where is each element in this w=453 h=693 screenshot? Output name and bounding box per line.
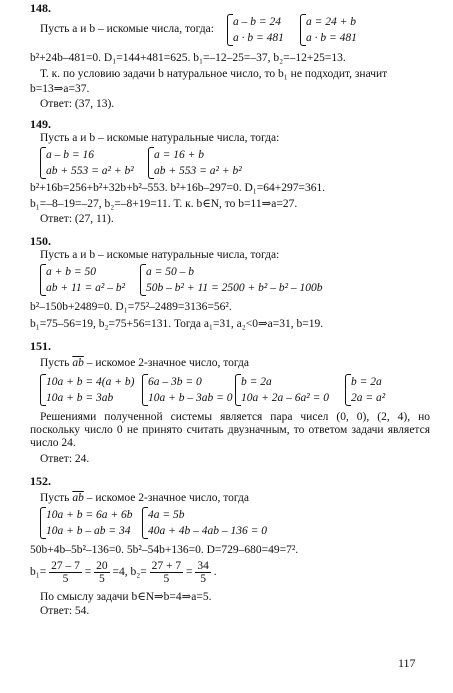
solution-line: b²–150b+2489=0. D₁=75²–2489=3136=56². (30, 301, 232, 313)
solution-line: b₁=75–56=19, b₂=75+56=131. Тогда a₁=31, a₂<0⇒a=31, b=19. (30, 318, 324, 330)
answer: Ответ: (27, 11). (40, 213, 114, 225)
solution-line: b₁=–8–19=–27, b₂=–8+19=11. Т. к. b∈N, то b=11⇒a=27. (30, 198, 298, 210)
solution-line: 50b+4b–5b²–136=0. 5b²–54b+136=0. D=729–680=49=7². (30, 544, 299, 556)
problem-number: 149. (30, 117, 51, 131)
fraction: $\frac{20}{5}$ (96, 560, 108, 585)
system-3: b = 2a 10a + 2a – 6a² = 0 (235, 374, 329, 406)
problem-number: 151. (30, 339, 51, 353)
system-2: 6a – 3b = 0 10a + b – 3ab = 0 (142, 374, 233, 406)
solution-line: b²+24b–481=0. D₁=144+481=625. b₁=–12–25=–37, b₂=–12+25=13. (30, 52, 346, 64)
solution-line: b²+16b=256+b²+32b+b²–553. b²+16b–297=0. D₁=64+297=361. (30, 182, 326, 194)
problem-number: 152. (30, 474, 51, 488)
solution-line: По смыслу задачи b∈N⇒b=4⇒a=5. (40, 591, 212, 603)
system-2: a = 16 + b ab + 553 = a² + b² (148, 147, 242, 179)
paragraph: Решениями полученной системы является пара чисел (0, 0), (2, 4), но поскольку число 0 не принято считать двузначным, то ответом задачи является число 24. (30, 411, 430, 449)
problem-text: Пусть $\overline{ab}$ – искомое 2-значное число, тогда (40, 492, 249, 504)
number-ab: $\overline{ab}$ (72, 357, 84, 369)
fraction: $\frac{27 + 7}{5}$ (151, 560, 182, 585)
page-number: 117 (398, 656, 416, 670)
system-1: 10a + b = 6a + 6b 10a + b – ab = 34 (40, 507, 133, 539)
system-1: a + b = 50 ab + 11 = a² – b² (40, 264, 125, 296)
system-2: a = 50 – b 50b – b² + 11 = 2500 + b² – b² – 100b (140, 264, 323, 296)
answer: Ответ: 24. (40, 453, 90, 465)
problem-number: 150. (30, 234, 51, 248)
answer: Ответ: 54. (40, 605, 90, 617)
problem-text: Пусть a и b – искомые числа, тогда: (40, 23, 214, 35)
system-2: a = 24 + b a · b = 481 (300, 14, 357, 46)
solution-line: b=13⇒a=37. (30, 83, 90, 95)
system-1: a – b = 16 ab + 553 = a² + b² (40, 147, 134, 179)
system-1: a – b = 24 a · b = 481 (227, 14, 284, 46)
system-2: 4a = 5b 40a + 4b – 4ab – 136 = 0 (142, 507, 267, 539)
number-ab: $\overline{ab}$ (72, 492, 84, 504)
problem-text: Пусть a и b – искомые натуральные числа, тогда: (40, 249, 280, 261)
fraction: $\frac{34}{5}$ (197, 560, 209, 585)
problem-text: Пусть a и b – искомые натуральные числа, тогда: (40, 132, 280, 144)
system-1: 10a + b = 4(a + b) 10a + b = 3ab (40, 374, 134, 406)
answer: Ответ: (37, 13). (40, 98, 115, 110)
system-4: b = 2a 2a = a² (345, 374, 385, 406)
solution-line: Т. к. по условию задачи b натуральное число, то b₁ не подходит, значит (40, 68, 388, 80)
problem-text: Пусть $\overline{ab}$ – искомое 2-значное число, тогда (40, 357, 249, 369)
problem-number: 148. (30, 1, 51, 15)
fraction: $\frac{27 - 7}{5}$ (51, 560, 80, 585)
solution-line-fractions: b₁= $\frac{27 - 7}{5}$ = $\frac{20}{5}$ =4, b₂= $\frac{27 + 7}{5}$ = $\frac{34}{5}$ . (30, 560, 217, 585)
